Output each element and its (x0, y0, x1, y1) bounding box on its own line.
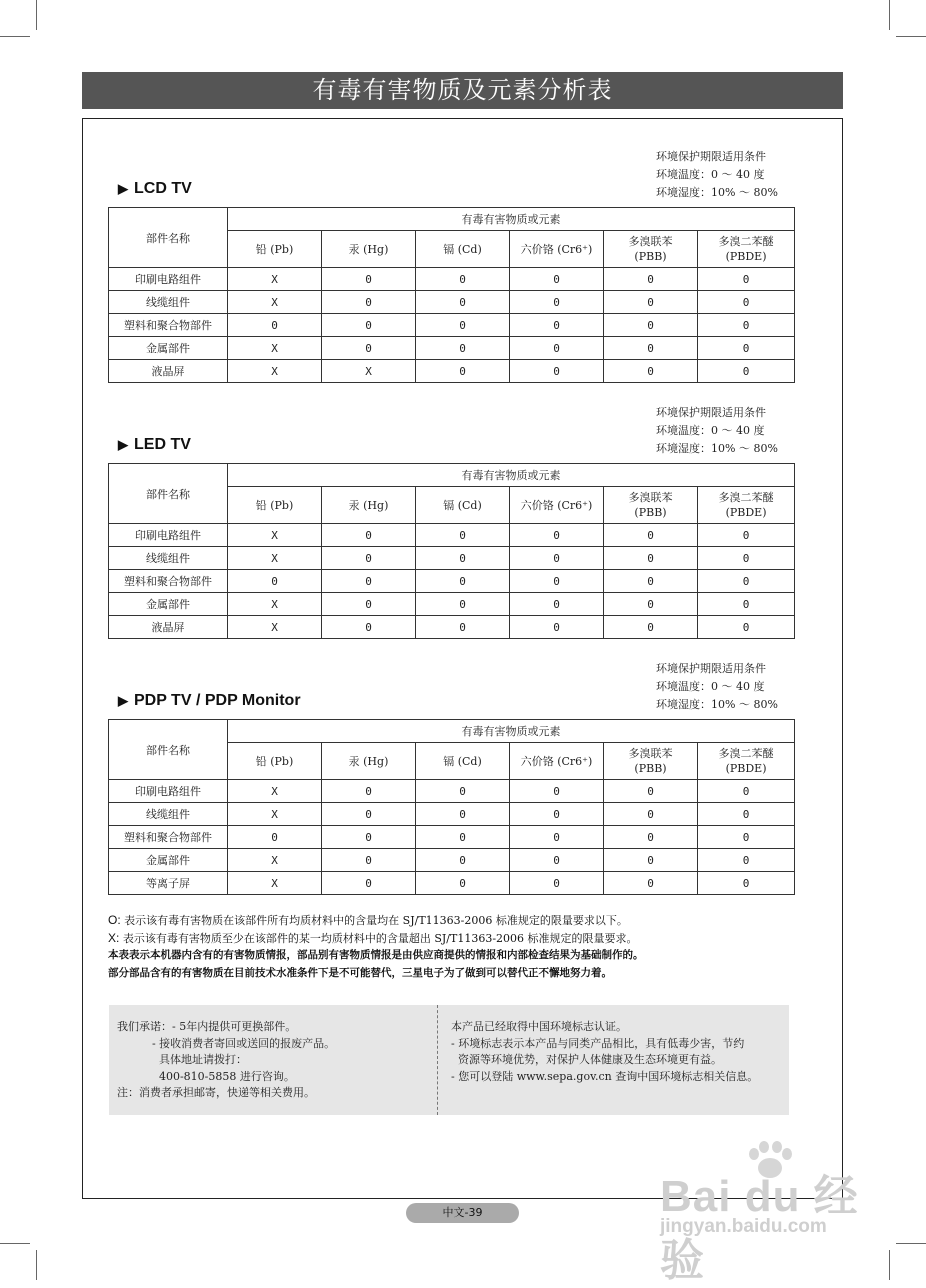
header-element-line1: 汞 (Hg) (348, 498, 389, 512)
table-row (109, 872, 795, 895)
value-cell: 0 (322, 268, 416, 291)
value-cell: 0 (322, 314, 416, 337)
triangle-bullet-icon: ▶ (118, 181, 128, 196)
crop-mark (0, 1243, 30, 1244)
part-name-cell: 线缆组件 (109, 803, 228, 826)
header-substance-group: 有毒有害物质或元素 (228, 208, 795, 231)
condition-line: 环境保护期限适用条件 (656, 662, 766, 675)
value-cell: 0 (698, 780, 795, 803)
condition-line: 环境保护期限适用条件 (656, 150, 766, 163)
table-row (109, 268, 795, 291)
header-element-line2: (PBB) (634, 506, 667, 519)
crop-mark (896, 36, 926, 37)
header-element-line1: 铅 (Pb) (255, 754, 294, 768)
promise-text: 我们承诺：- 5年内提供可更换部件。 - 接收消费者寄回或送回的报废产品。 具体地址请拨打： 400-810-5858 进行咨询。 注：消费者承担邮寄，快递等相关费用。 (117, 1020, 336, 1099)
value-cell: 0 (322, 547, 416, 570)
header-element (416, 743, 510, 780)
value-cell: 0 (698, 337, 795, 360)
crop-mark (889, 1250, 890, 1280)
section-title-text: PDP TV / PDP Monitor (134, 692, 301, 709)
value-cell: 0 (322, 780, 416, 803)
section-title (118, 692, 301, 710)
value-cell: 0 (322, 593, 416, 616)
substance-table (108, 463, 795, 639)
part-name-cell: 塑料和聚合物部件 (109, 314, 228, 337)
value-cell: 0 (510, 803, 604, 826)
section-title (118, 436, 191, 454)
table-row (109, 291, 795, 314)
value-cell: X (228, 337, 322, 360)
table-row (109, 360, 795, 383)
watermark (640, 1140, 870, 1285)
table-row (109, 826, 795, 849)
header-element (322, 231, 416, 268)
crop-mark (896, 1243, 926, 1244)
value-cell: 0 (698, 616, 795, 639)
table-row (109, 547, 795, 570)
value-cell: X (228, 849, 322, 872)
value-cell: 0 (604, 570, 698, 593)
crop-mark (889, 0, 890, 30)
header-element (698, 487, 795, 524)
value-cell: X (228, 593, 322, 616)
value-cell: 0 (604, 616, 698, 639)
condition-line: 环境湿度：10% ～ 80% (656, 698, 778, 711)
value-cell: 0 (322, 803, 416, 826)
table-row (109, 593, 795, 616)
value-cell: 0 (416, 616, 510, 639)
page-number: 中文-39 (406, 1203, 519, 1223)
header-part-name: 部件名称 (109, 464, 228, 524)
info-box (109, 1005, 789, 1115)
value-cell: 0 (416, 547, 510, 570)
value-cell: 0 (604, 291, 698, 314)
value-cell: 0 (416, 849, 510, 872)
part-name-cell: 印刷电路组件 (109, 268, 228, 291)
value-cell: 0 (416, 593, 510, 616)
header-element (228, 487, 322, 524)
section-title-text: LCD TV (134, 180, 192, 197)
value-cell: X (228, 547, 322, 570)
value-cell: 0 (416, 826, 510, 849)
header-element-line1: 镉 (Cd) (443, 242, 482, 256)
part-name-cell: 金属部件 (109, 593, 228, 616)
value-cell: 0 (510, 570, 604, 593)
value-cell: 0 (322, 291, 416, 314)
note-x-text: 表示该有毒有害物质至少在该部件的某一均质材料中的含量超出 SJ/T11363-2006 标准规定的限量要求。 (119, 931, 638, 945)
header-substance-group: 有毒有害物质或元素 (228, 720, 795, 743)
value-cell: 0 (322, 337, 416, 360)
value-cell: 0 (698, 268, 795, 291)
value-cell: 0 (604, 524, 698, 547)
section-title-text: LED TV (134, 436, 191, 453)
value-cell: 0 (698, 849, 795, 872)
note-o-lead: O: (108, 913, 121, 927)
value-cell: 0 (416, 803, 510, 826)
header-part-name: 部件名称 (109, 720, 228, 780)
value-cell: 0 (416, 314, 510, 337)
header-element-line1: 多溴二苯醚 (718, 491, 774, 504)
substance-table (108, 207, 795, 383)
value-cell: 0 (228, 314, 322, 337)
note-o-text: 表示该有毒有害物质在该部件所有均质材料中的含量均在 SJ/T11363-2006 标准规定的限量要求以下。 (120, 914, 628, 927)
part-name-cell: 液晶屏 (109, 616, 228, 639)
header-element-line2: (PBB) (634, 762, 667, 775)
header-element (228, 231, 322, 268)
header-element-line1: 汞 (Hg) (348, 754, 389, 768)
header-element (698, 231, 795, 268)
value-cell: 0 (698, 314, 795, 337)
value-cell: 0 (416, 780, 510, 803)
value-cell: 0 (510, 849, 604, 872)
condition-line: 环境温度：0 ～ 40 度 (656, 680, 765, 693)
header-element-line1: 六价铬 (Cr6⁺) (520, 242, 593, 256)
header-element (604, 231, 698, 268)
section-title (118, 180, 192, 198)
header-element-line1: 铅 (Pb) (255, 242, 294, 256)
watermark-url: jingyan.baidu.com (660, 1216, 827, 1237)
eco-label-text: 本产品已经取得中国环境标志认证。 - 环境标志表示本产品与同类产品相比，具有低毒少害，节约 资源等环境优势，对保护人体健康及生态环境更有益。 - 您可以登陆 www.sepa.gov.cn 查询中国环境标志相关信息。 (451, 1020, 759, 1083)
value-cell: 0 (510, 291, 604, 314)
value-cell: 0 (416, 360, 510, 383)
part-name-cell: 塑料和聚合物部件 (109, 826, 228, 849)
value-cell: 0 (698, 872, 795, 895)
part-name-cell: 塑料和聚合物部件 (109, 570, 228, 593)
value-cell: 0 (698, 593, 795, 616)
environment-conditions (656, 660, 778, 714)
header-element (510, 231, 604, 268)
value-cell: X (228, 803, 322, 826)
part-name-cell: 线缆组件 (109, 547, 228, 570)
value-cell: 0 (228, 826, 322, 849)
value-cell: 0 (322, 872, 416, 895)
value-cell: X (228, 291, 322, 314)
condition-line: 环境湿度：10% ～ 80% (656, 186, 778, 199)
value-cell: 0 (510, 547, 604, 570)
environment-conditions (656, 148, 778, 202)
value-cell: X (228, 268, 322, 291)
table-row (109, 616, 795, 639)
header-element (698, 743, 795, 780)
value-cell: 0 (510, 872, 604, 895)
table-row (109, 314, 795, 337)
crop-mark (36, 0, 37, 30)
header-element-line1: 铅 (Pb) (255, 498, 294, 512)
table-row (109, 570, 795, 593)
table-row (109, 524, 795, 547)
part-name-cell: 液晶屏 (109, 360, 228, 383)
header-element-line1: 镉 (Cd) (443, 498, 482, 512)
value-cell: 0 (698, 291, 795, 314)
header-element-line1: 镉 (Cd) (443, 754, 482, 768)
header-element-line2: (PBB) (634, 250, 667, 263)
header-element-line1: 多溴二苯醚 (718, 235, 774, 248)
header-element-line1: 六价铬 (Cr6⁺) (520, 498, 593, 512)
value-cell: 0 (604, 337, 698, 360)
header-element (604, 743, 698, 780)
value-cell: 0 (604, 360, 698, 383)
header-element (510, 487, 604, 524)
value-cell: 0 (510, 337, 604, 360)
condition-line: 环境湿度：10% ～ 80% (656, 442, 778, 455)
value-cell: 0 (698, 524, 795, 547)
value-cell: 0 (322, 570, 416, 593)
dashed-divider (437, 1005, 438, 1115)
value-cell: 0 (698, 826, 795, 849)
part-name-cell: 线缆组件 (109, 291, 228, 314)
value-cell: X (228, 616, 322, 639)
note-bold-2: 部分部品含有的有害物质在目前技术水准条件下是不可能替代，三星电子为了做到可以替代正不懈地努力着。 (108, 966, 612, 979)
crop-mark (36, 1250, 37, 1280)
value-cell: 0 (604, 849, 698, 872)
value-cell: 0 (510, 314, 604, 337)
part-name-cell: 金属部件 (109, 849, 228, 872)
value-cell: X (228, 524, 322, 547)
header-element-line2: (PBDE) (725, 762, 767, 775)
header-element-line1: 六价铬 (Cr6⁺) (520, 754, 593, 768)
part-name-cell: 等离子屏 (109, 872, 228, 895)
table-row (109, 780, 795, 803)
value-cell: 0 (228, 570, 322, 593)
note-bold-1: 本表表示本机器内含有的有害物质情报，部品别有害物质情报是由供应商提供的情报和内部检查结果为基础制作的。 (108, 949, 644, 961)
environment-conditions (656, 404, 778, 458)
value-cell: 0 (416, 524, 510, 547)
header-element (322, 743, 416, 780)
header-element-line1: 汞 (Hg) (348, 242, 389, 256)
value-cell: X (228, 780, 322, 803)
part-name-cell: 印刷电路组件 (109, 780, 228, 803)
value-cell: 0 (698, 360, 795, 383)
note-x-lead: X: (108, 930, 120, 945)
part-name-cell: 金属部件 (109, 337, 228, 360)
header-element (322, 487, 416, 524)
triangle-bullet-icon: ▶ (118, 437, 128, 452)
value-cell: 0 (510, 268, 604, 291)
header-element (416, 487, 510, 524)
header-element (228, 743, 322, 780)
note-x (108, 930, 808, 948)
value-cell: 0 (322, 524, 416, 547)
value-cell: 0 (698, 570, 795, 593)
value-cell: 0 (698, 803, 795, 826)
header-substance-group: 有毒有害物质或元素 (228, 464, 795, 487)
value-cell: 0 (510, 360, 604, 383)
value-cell: 0 (604, 826, 698, 849)
value-cell: 0 (604, 803, 698, 826)
value-cell: 0 (604, 314, 698, 337)
condition-line: 环境温度：0 ～ 40 度 (656, 424, 765, 437)
header-element (604, 487, 698, 524)
value-cell: 0 (510, 780, 604, 803)
table-row (109, 337, 795, 360)
page-title: 有毒有害物质及元素分析表 (82, 72, 843, 109)
value-cell: 0 (416, 872, 510, 895)
value-cell: 0 (604, 780, 698, 803)
substance-table (108, 719, 795, 895)
notes (108, 912, 808, 982)
triangle-bullet-icon: ▶ (118, 693, 128, 708)
value-cell: 0 (510, 593, 604, 616)
value-cell: 0 (698, 547, 795, 570)
condition-line: 环境保护期限适用条件 (656, 406, 766, 419)
value-cell: 0 (604, 547, 698, 570)
value-cell: 0 (510, 524, 604, 547)
header-element-line1: 多溴联苯 (628, 235, 673, 248)
table-row (109, 803, 795, 826)
value-cell: 0 (322, 826, 416, 849)
value-cell: 0 (416, 570, 510, 593)
part-name-cell: 印刷电路组件 (109, 524, 228, 547)
condition-line: 环境温度：0 ～ 40 度 (656, 168, 765, 181)
value-cell: 0 (510, 616, 604, 639)
value-cell: 0 (416, 268, 510, 291)
value-cell: 0 (416, 337, 510, 360)
header-element (510, 743, 604, 780)
value-cell: 0 (604, 872, 698, 895)
value-cell: 0 (416, 291, 510, 314)
value-cell: 0 (322, 849, 416, 872)
crop-mark (0, 36, 30, 37)
header-element-line1: 多溴联苯 (628, 747, 673, 760)
value-cell: 0 (510, 826, 604, 849)
value-cell: 0 (604, 268, 698, 291)
header-element-line2: (PBDE) (725, 506, 767, 519)
value-cell: 0 (604, 593, 698, 616)
value-cell: X (228, 872, 322, 895)
value-cell: 0 (322, 616, 416, 639)
value-cell: X (228, 360, 322, 383)
header-element (416, 231, 510, 268)
value-cell: X (322, 360, 416, 383)
header-element-line2: (PBDE) (725, 250, 767, 263)
header-element-line1: 多溴二苯醚 (718, 747, 774, 760)
header-element-line1: 多溴联苯 (628, 491, 673, 504)
note-o (108, 912, 808, 930)
header-part-name: 部件名称 (109, 208, 228, 268)
table-row (109, 849, 795, 872)
watermark-brand: Bai du 经验 (660, 1172, 859, 1285)
